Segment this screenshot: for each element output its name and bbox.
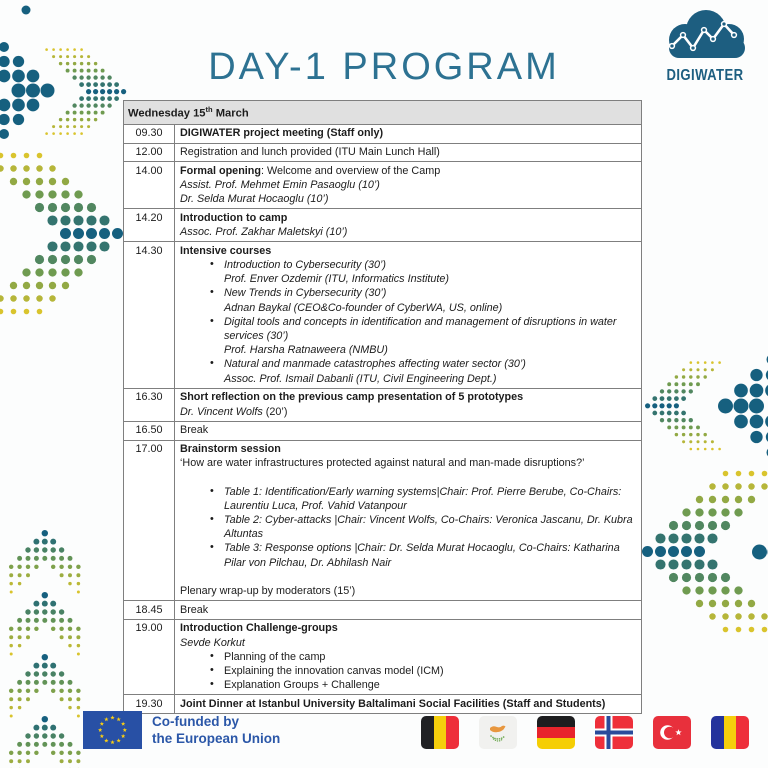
schedule-line: Break <box>180 424 209 437</box>
schedule-line: Assist. Prof. Mehmet Emin Pasaoglu (10’) <box>180 179 380 192</box>
description-cell <box>175 242 641 388</box>
eu-line1: Co-funded by <box>152 714 239 729</box>
description-cell <box>175 422 641 440</box>
logo-cloud-icon <box>652 6 758 68</box>
schedule-line: • New Trends in Cybersecurity (30’) <box>210 286 387 300</box>
dot-chevron-decoration <box>718 352 768 460</box>
dot-chevron-decoration <box>8 654 82 728</box>
schedule-line: Assoc. Prof. Zakhar Maletskyi (10’) <box>180 226 348 239</box>
schedule-line: Plenary wrap-up by moderators (15’) <box>180 585 356 597</box>
schedule-line: ‘How are water infrastructures protected against natural and man-made disruptions?’ <box>180 457 585 470</box>
flag-germany-icon <box>537 716 575 749</box>
time-cell: 19.30 <box>124 695 175 713</box>
bullet-marker: • <box>210 649 214 662</box>
description-cell <box>175 620 641 695</box>
time-cell: 12.00 <box>124 144 175 162</box>
schedule-line: • Table 1: Identification/Early warning systems|Chair: Prof. Pierre Berube, Co-Chairs: Laurentiu Luca, Prof. Vahid Vatanpour <box>210 484 622 512</box>
description-cell <box>175 125 641 143</box>
description-cell <box>175 601 641 619</box>
description-cell <box>175 389 641 421</box>
bullet-marker: • <box>210 357 214 370</box>
table-row <box>124 144 641 163</box>
bullet-marker: • <box>210 258 214 271</box>
schedule-line: • Natural and manmade catastrophes affecting water sector (30’) <box>210 357 526 371</box>
schedule-line: • Introduction to Cybersecurity (30’) <box>210 258 387 272</box>
bullet-marker: • <box>210 678 214 691</box>
logo-wordmark: DIGIWATER <box>666 67 744 84</box>
table-row <box>124 162 641 209</box>
schedule-line: • Explanation Groups + Challenge <box>210 678 380 692</box>
table-row <box>124 422 641 441</box>
eu-flag-icon <box>83 711 142 749</box>
time-cell: 14.30 <box>124 242 175 388</box>
dot-chevron-decoration <box>0 150 136 317</box>
time-cell: 14.20 <box>124 209 175 241</box>
dot-chevron-decoration <box>752 498 768 606</box>
bullet-marker: • <box>210 484 214 497</box>
country-flags <box>421 716 749 749</box>
eu-cofunded-text <box>152 713 280 747</box>
dot-chevron-decoration <box>8 530 82 604</box>
table-row <box>124 620 641 696</box>
schedule-line: Brainstorm session <box>180 443 281 455</box>
flag-romania-icon <box>711 716 749 749</box>
schedule-line: Formal opening: Welcome and overview of the Camp <box>180 164 441 177</box>
eu-cofunded-block <box>83 711 280 749</box>
dot-chevron-decoration <box>8 716 82 768</box>
description-cell <box>175 144 641 162</box>
day-header-ordinal: th <box>205 105 213 114</box>
page-title: DAY-1 PROGRAM <box>208 46 560 88</box>
bullet-marker: • <box>210 314 214 327</box>
schedule-line: • Planning of the camp <box>210 649 326 663</box>
schedule-line: Intensive courses <box>180 244 272 257</box>
schedule-line: Assoc. Prof. Ismail Dabanli (ITU, Civil Engineering Dept.) <box>224 372 497 385</box>
bullet-marker: • <box>210 664 214 677</box>
time-cell: 17.00 <box>124 441 175 601</box>
description-cell <box>175 209 641 241</box>
flag-belgium-icon <box>421 716 459 749</box>
spacer-line <box>180 570 635 584</box>
schedule-line: • Digital tools and concepts in identification and management of disruptions in water services (30’) <box>210 314 617 343</box>
eu-line2: the European Union <box>152 731 281 746</box>
flag-turkey-icon <box>653 716 691 749</box>
schedule-line: Prof. Enver Ozdemir (ITU, Informatics Institute) <box>224 273 449 286</box>
time-cell: 09.30 <box>124 125 175 143</box>
time-cell: 19.00 <box>124 620 175 695</box>
schedule-line: Sevde Korkut <box>180 636 245 649</box>
flag-norway-icon <box>595 716 633 749</box>
description-cell <box>175 441 641 601</box>
schedule-line: Registration and lunch provided (ITU Main Lunch Hall) <box>180 146 440 159</box>
schedule-line: Break <box>180 603 209 616</box>
day-header-text: Wednesday 15 <box>128 107 206 120</box>
schedule-line: Joint Dinner at Istanbul University Baltalimani Social Facilities (Staff and Students) <box>180 697 606 710</box>
schedule-table <box>123 100 642 714</box>
day-header-month: March <box>212 107 249 120</box>
spacer-line <box>180 470 635 484</box>
bullet-marker: • <box>210 541 214 554</box>
schedule-line: Dr. Selda Murat Hocaoglu (10’) <box>180 193 329 206</box>
time-cell: 16.50 <box>124 422 175 440</box>
schedule-line: Introduction to camp <box>180 211 288 224</box>
table-row <box>124 601 641 620</box>
dot-chevron-decoration <box>645 360 729 452</box>
schedule-line: Adnan Baykal (CEO&Co-founder of CyberWA, US, online) <box>224 301 503 314</box>
time-cell: 18.45 <box>124 601 175 619</box>
digiwater-logo <box>652 6 758 85</box>
dot-chevron-decoration <box>8 592 82 666</box>
schedule-day-header <box>124 101 641 125</box>
schedule-line: • Table 3: Response options |Chair: Dr. Selda Murat Hocaoglu, Co-Chairs: Katharina Pilar von Pilchau, Dr. Abhilash Nair <box>210 541 620 569</box>
bullet-marker: • <box>210 513 214 525</box>
schedule-line: Introduction Challenge-groups <box>180 622 338 635</box>
schedule-line: Dr. Vincent Wolfs (20’) <box>180 405 288 418</box>
description-cell <box>175 162 641 208</box>
time-cell: 16.30 <box>124 389 175 421</box>
time-cell: 14.00 <box>124 162 175 208</box>
schedule-line: DIGIWATER project meeting (Staff only) <box>180 127 384 140</box>
dot-chevron-decoration <box>642 468 768 635</box>
table-row <box>124 209 641 242</box>
flag-cyprus-icon <box>479 716 517 749</box>
table-row <box>124 441 641 602</box>
dot-decoration <box>18 2 34 18</box>
schedule-rows <box>124 125 641 713</box>
schedule-line: • Explaining the innovation canvas model (ICM) <box>210 664 444 678</box>
table-row <box>124 242 641 389</box>
schedule-line: • Table 2: Cyber-attacks |Chair: Vincent Wolfs, Co-Chairs: Veronica Jascanu, Dr. Kubra Altuntas <box>210 513 633 541</box>
schedule-line: Prof. Harsha Ratnaweera (NMBU) <box>224 344 388 357</box>
table-row <box>124 125 641 144</box>
table-row <box>124 389 641 422</box>
schedule-line: Short reflection on the previous camp presentation of 5 prototypes <box>180 391 524 404</box>
bullet-marker: • <box>210 286 214 299</box>
